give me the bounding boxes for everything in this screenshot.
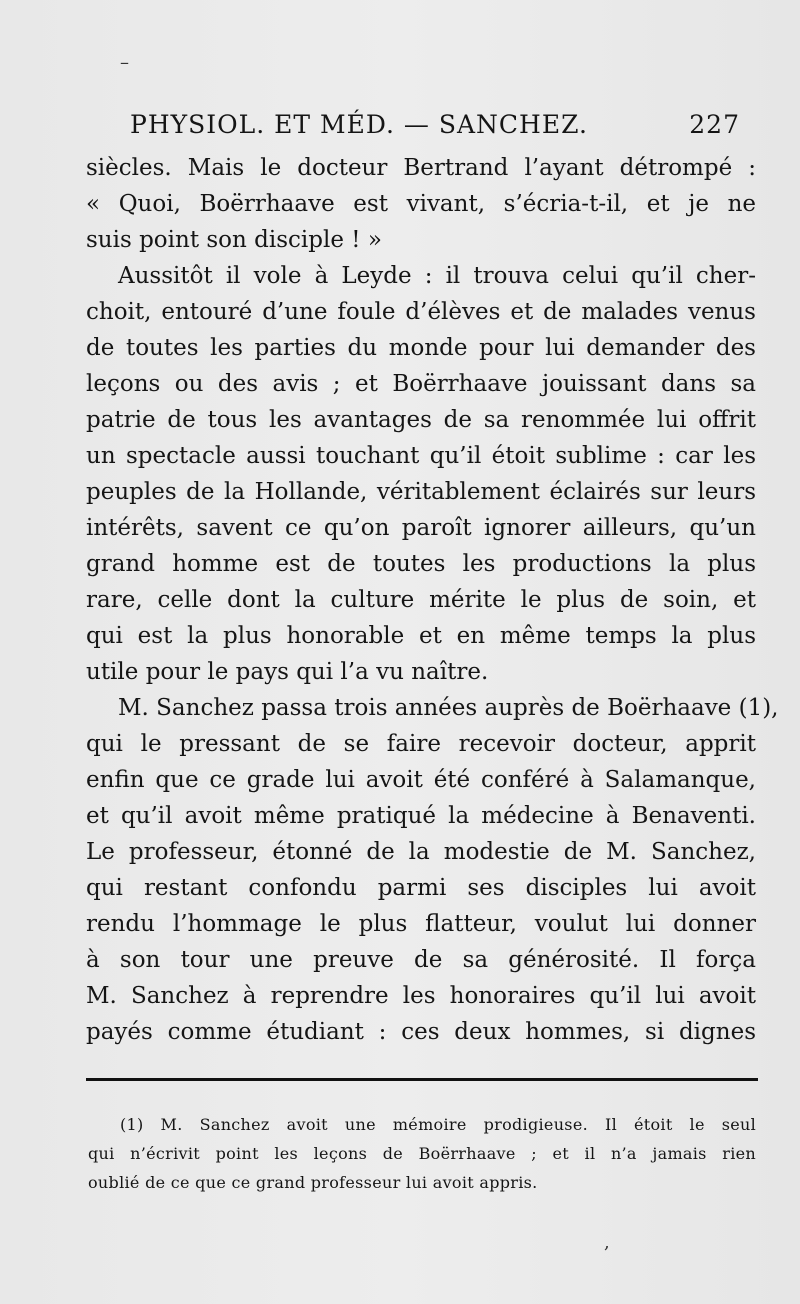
footnote-line: (1) M. Sanchez avoit une mémoire prodigieuse. Il étoit le seul [120,1115,756,1134]
text-line: M. Sanchez à reprendre les honoraires qu’il lui avoit [86,983,756,1009]
footnote [88,1110,756,1197]
text-line: un spectacle aussi touchant qu’il étoit sublime : car les [86,443,756,469]
footnote-line: oublié de ce que ce grand professeur lui avoit appris. [88,1173,538,1192]
text-line: qui le pressant de se faire recevoir docteur, apprit [86,731,756,757]
page-number: 227 [689,110,740,139]
text-line: qui est la plus honorable et en même temps la plus [86,623,756,649]
text-line: à son tour une preuve de sa générosité. Il força [86,947,756,973]
main-text [86,150,779,1050]
text-line: leçons ou des avis ; et Boërrhaave jouissant dans sa [86,371,756,397]
text-line: rendu l’hommage le plus flatteur, voulut lui donner [86,911,756,937]
footnote-line: qui n’écrivit point les leçons de Boërrhaave ; et il n’a jamais rien [88,1144,756,1163]
text-line: qui restant confondu parmi ses disciples lui avoit [86,875,756,901]
text-line: rare, celle dont la culture mérite le plus de soin, et [86,587,756,613]
text-line: siècles. Mais le docteur Bertrand l’ayant détrompé : [86,155,756,181]
footnote-divider [86,1078,758,1081]
text-line: M. Sanchez passa trois années auprès de Boërhaave (1), [118,695,779,721]
text-line: Le professeur, étonné de la modestie de M. Sanchez, [86,839,756,865]
print-mark: , [604,1232,610,1253]
text-line: Aussitôt il vole à Leyde : il trouva celui qu’il cher- [118,263,756,289]
page-header [130,110,740,139]
text-line: « Quoi, Boërrhaave est vivant, s’écria-t-il, et je ne [86,191,756,217]
print-mark: – [120,52,129,73]
text-line: payés comme étudiant : ces deux hommes, si dignes [86,1019,756,1045]
running-title: PHYSIOL. ET MÉD. — SANCHEZ. [130,110,588,139]
text-line: grand homme est de toutes les productions la plus [86,551,756,577]
text-line: et qu’il avoit même pratiqué la médecine à Benaventi. [86,803,756,829]
text-line: patrie de tous les avantages de sa renommée lui offrit [86,407,756,433]
text-line: suis point son disciple ! » [86,227,382,253]
text-line: intérêts, savent ce qu’on paroît ignorer ailleurs, qu’un [86,515,756,541]
text-line: choit, entouré d’une foule d’élèves et de malades venus [86,299,756,325]
text-line: utile pour le pays qui l’a vu naître. [86,659,489,685]
text-line: de toutes les parties du monde pour lui demander des [86,335,756,361]
text-line: peuples de la Hollande, véritablement éclairés sur leurs [86,479,756,505]
text-line: enfin que ce grade lui avoit été conféré à Salamanque, [86,767,756,793]
